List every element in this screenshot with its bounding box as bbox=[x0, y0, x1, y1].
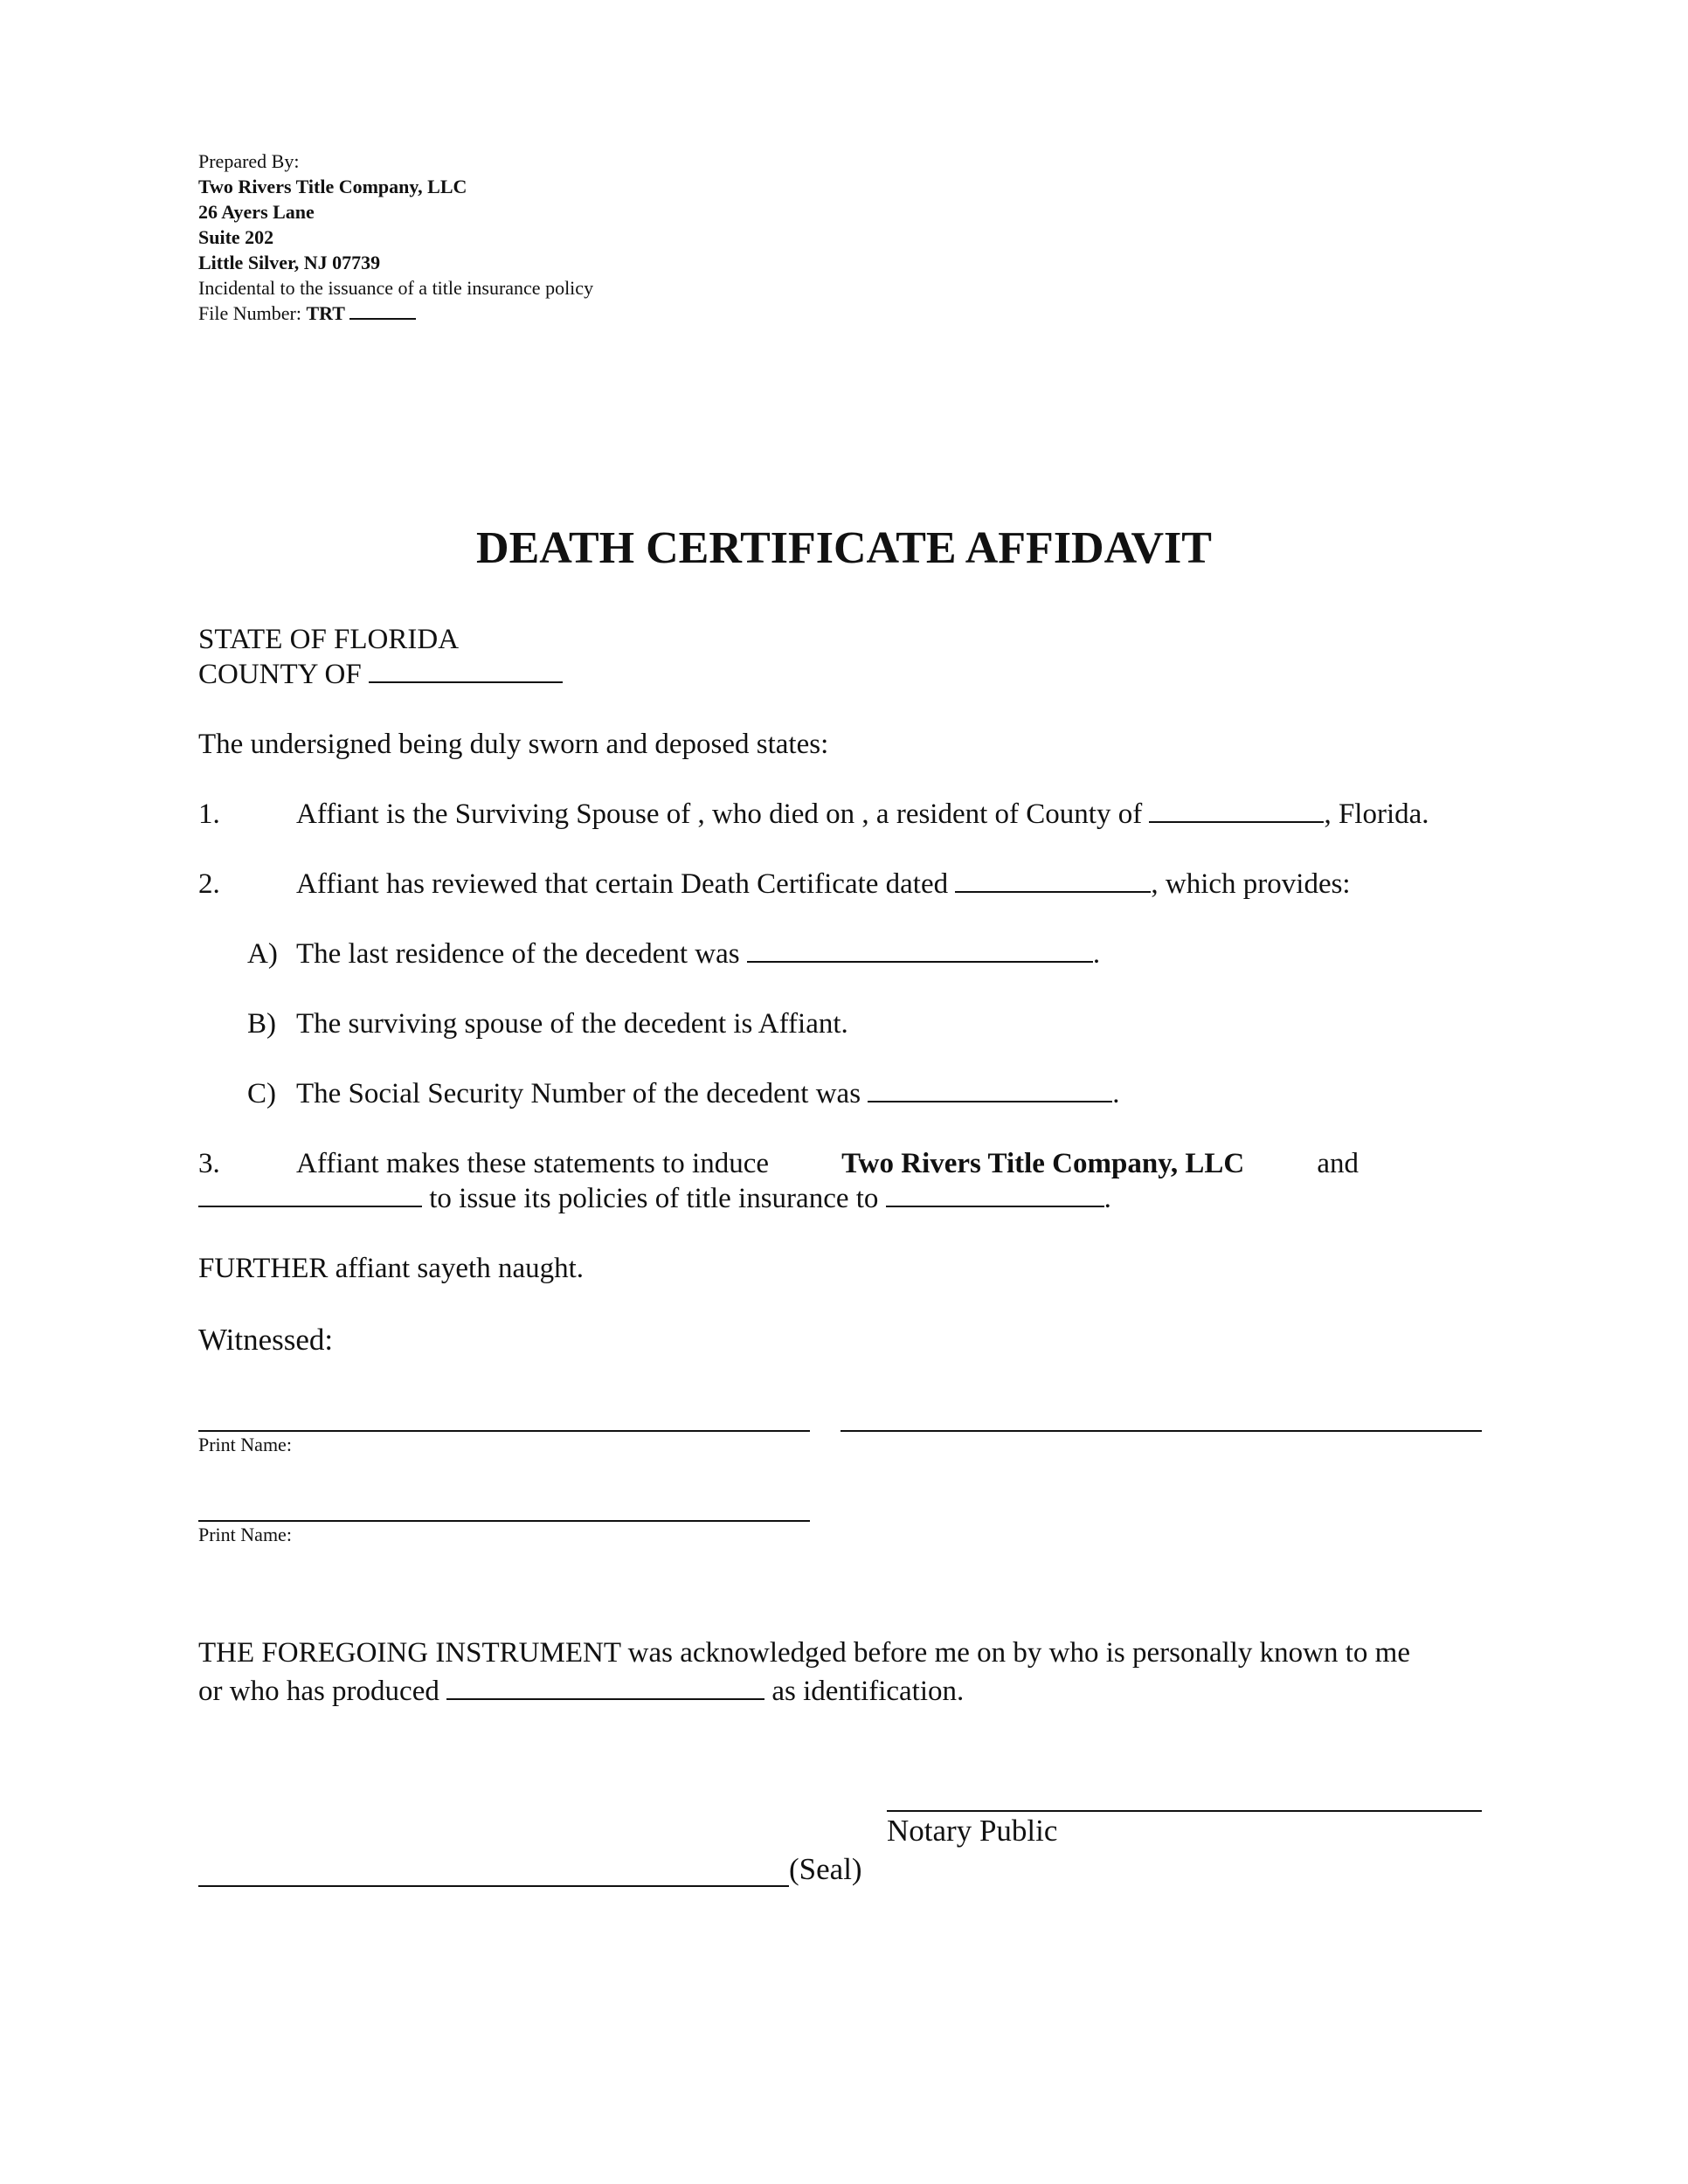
item-2-date-blank[interactable] bbox=[955, 868, 1151, 893]
subitem-b-label: B) bbox=[247, 1008, 276, 1040]
witness-2-signature-line[interactable] bbox=[198, 1520, 810, 1522]
item-3-and: and bbox=[1317, 1148, 1359, 1179]
acknowledgment-produced: or who has produced bbox=[198, 1676, 439, 1707]
print-name-label-1: Print Name: bbox=[198, 1434, 292, 1455]
item-2-text: Affiant has reviewed that certain Death Certificate dated bbox=[296, 868, 949, 900]
witness-1-signature-line[interactable] bbox=[198, 1430, 810, 1432]
county-venue bbox=[198, 659, 563, 691]
document-title: DEATH CERTIFICATE AFFIDAVIT bbox=[476, 523, 1212, 573]
county-label: COUNTY OF bbox=[198, 659, 362, 690]
suite: Suite 202 bbox=[198, 226, 274, 248]
item-1-county-blank[interactable] bbox=[1149, 798, 1324, 823]
file-number-prefix: TRT bbox=[306, 302, 345, 324]
subitem-a bbox=[296, 938, 1100, 971]
item-1-tail: , Florida. bbox=[1324, 798, 1429, 830]
further-statement: FURTHER affiant sayeth naught. bbox=[198, 1253, 585, 1284]
notary-signature-line[interactable] bbox=[887, 1810, 1482, 1812]
subitem-c-text: The Social Security Number of the decedent was bbox=[296, 1078, 861, 1109]
item-3-number: 3. bbox=[198, 1148, 220, 1179]
last-residence-blank[interactable] bbox=[747, 938, 1093, 963]
subitem-a-text: The last residence of the decedent was bbox=[296, 938, 740, 970]
item-3-line-1 bbox=[296, 1148, 1359, 1180]
prepared-by-label: Prepared By: bbox=[198, 150, 300, 172]
affiant-signature-line[interactable] bbox=[841, 1430, 1482, 1432]
notary-public-label: Notary Public bbox=[887, 1814, 1058, 1848]
ssn-blank[interactable] bbox=[868, 1078, 1112, 1102]
item-3-tail: . bbox=[1103, 1183, 1111, 1214]
subitem-a-label: A) bbox=[247, 938, 278, 970]
seal-line[interactable] bbox=[198, 1885, 789, 1887]
subitem-c bbox=[296, 1078, 1120, 1110]
acknowledgment-line-2 bbox=[198, 1676, 964, 1708]
witnessed-label: Witnessed: bbox=[198, 1323, 334, 1357]
print-name-label-2: Print Name: bbox=[198, 1524, 292, 1545]
item-3-company: Two Rivers Title Company, LLC bbox=[841, 1148, 1245, 1179]
item-1-text: Affiant is the Surviving Spouse of , who died on , a resident of County of bbox=[296, 798, 1143, 830]
subitem-c-tail: . bbox=[1112, 1078, 1120, 1109]
underwriter-blank[interactable] bbox=[198, 1183, 422, 1207]
incidental-note: Incidental to the issuance of a title insurance policy bbox=[198, 277, 594, 299]
county-blank[interactable] bbox=[369, 659, 563, 683]
file-number bbox=[198, 301, 416, 326]
company-name: Two Rivers Title Company, LLC bbox=[198, 176, 467, 197]
acknowledgment-line-1: THE FOREGOING INSTRUMENT was acknowledged before me on by who is personally known to me bbox=[198, 1637, 1410, 1669]
insured-blank[interactable] bbox=[886, 1183, 1104, 1207]
seal-label: (Seal) bbox=[789, 1852, 862, 1886]
state-venue: STATE OF FLORIDA bbox=[198, 624, 460, 655]
item-1-number: 1. bbox=[198, 798, 220, 830]
file-number-blank[interactable] bbox=[349, 301, 416, 320]
city-state-zip: Little Silver, NJ 07739 bbox=[198, 252, 381, 273]
item-3-line-2 bbox=[198, 1183, 1111, 1215]
intro-statement: The undersigned being duly sworn and deposed states: bbox=[198, 729, 829, 760]
subitem-c-label: C) bbox=[247, 1078, 276, 1109]
acknowledgment-tail: as identification. bbox=[771, 1676, 965, 1707]
street-address: 26 Ayers Lane bbox=[198, 201, 315, 223]
subitem-b-text: The surviving spouse of the decedent is Affiant. bbox=[296, 1008, 848, 1040]
subitem-a-tail: . bbox=[1092, 938, 1101, 970]
item-3-line-2-text: to issue its policies of title insurance to bbox=[429, 1183, 879, 1214]
file-number-label: File Number: bbox=[198, 302, 301, 324]
item-2 bbox=[296, 868, 1351, 901]
item-3-text: Affiant makes these statements to induce bbox=[296, 1148, 769, 1179]
identification-blank[interactable] bbox=[446, 1676, 764, 1700]
item-1 bbox=[296, 798, 1429, 831]
item-2-number: 2. bbox=[198, 868, 220, 900]
item-2-tail: , which provides: bbox=[1151, 868, 1351, 900]
